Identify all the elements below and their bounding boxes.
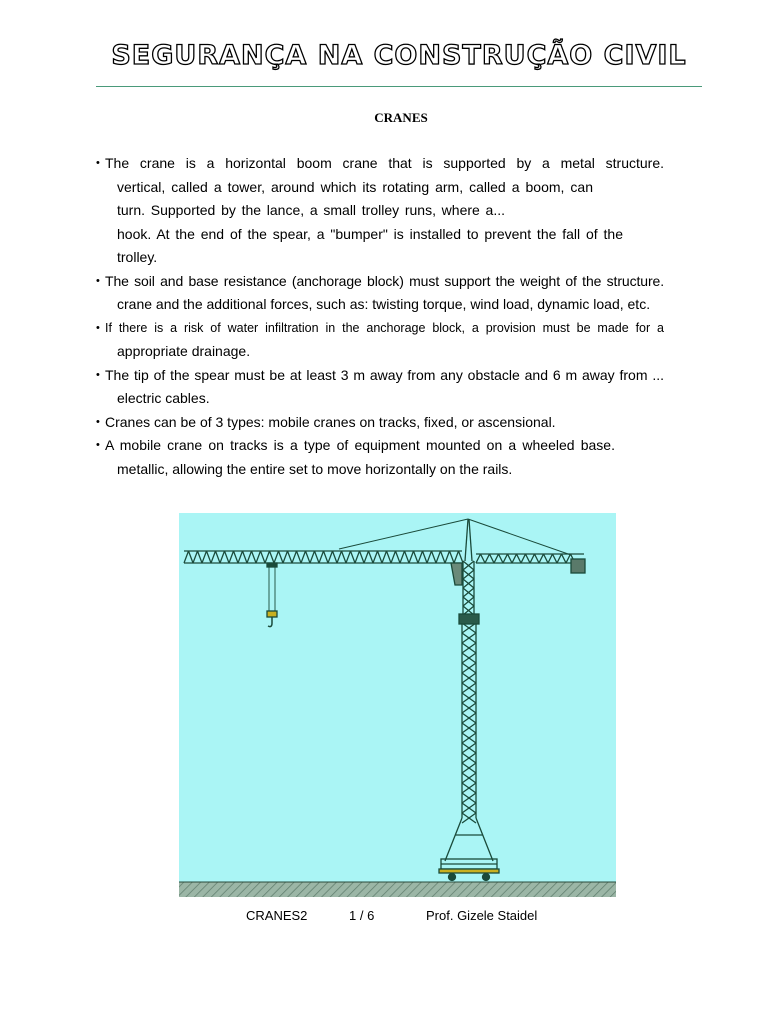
bullet-symbol: • — [96, 415, 100, 428]
bullet-symbol: • — [96, 439, 100, 451]
bullet-line: appropriate drainage. — [117, 343, 251, 359]
bullet-line: hook. At the end of the spear, a "bumper" is installed to prevent the fall of the — [117, 225, 623, 242]
bullet-line: crane and the additional forces, such as: twisting torque, wind load, dynamic load, etc. — [117, 296, 651, 312]
bullet-line: The soil and base resistance (anchorage block) must support the weight of the structure. — [105, 272, 664, 289]
bullet-symbol: • — [96, 321, 100, 334]
footer-author: Prof. Gizele Staidel — [426, 908, 538, 923]
document-header-title: SEGURANÇA NA CONSTRUÇÃO CIVIL — [111, 40, 687, 71]
bullet-item — [96, 270, 664, 317]
bullet-line: A mobile crane on tracks is a type of equipment mounted on a wheeled base. — [105, 437, 615, 453]
bullet-line: trolley. — [117, 249, 158, 265]
tower-crane-illustration — [179, 513, 616, 897]
hook-block — [267, 611, 277, 617]
bullet-line: vertical, called a tower, around which its rotating arm, called a boom, can — [117, 178, 593, 195]
bullet-line: metallic, allowing the entire set to move horizontally on the rails. — [117, 460, 513, 477]
bullet-list — [96, 152, 664, 481]
base-ballast — [439, 869, 499, 873]
footer-page-number: 1 / 6 — [349, 908, 375, 923]
bullet-item — [96, 317, 664, 364]
bullet-item — [96, 434, 664, 481]
bullet-line: electric cables. — [117, 390, 210, 406]
sky-background — [179, 513, 616, 897]
bullet-line: Cranes can be of 3 types: mobile cranes on tracks, fixed, or ascensional. — [105, 413, 556, 430]
wheel-left — [449, 874, 456, 881]
trolley — [267, 563, 277, 567]
bullet-symbol: • — [96, 274, 100, 287]
footer-doc-code: CRANES2 — [246, 908, 308, 923]
bullet-item — [96, 152, 664, 270]
section-title: CRANES — [374, 110, 428, 125]
counterweight — [571, 559, 585, 573]
header-divider — [96, 86, 702, 87]
bullet-item — [96, 411, 664, 435]
bullet-line: If there is a risk of water infiltration in the anchorage block, a provision must be made for a — [105, 320, 664, 335]
tower-crane-drawing — [179, 513, 616, 897]
bullet-symbol: • — [96, 157, 100, 169]
climbing-frame — [459, 614, 479, 624]
bullet-line: The tip of the spear must be at least 3 m away from any obstacle and 6 m away from ... — [105, 366, 664, 383]
bullet-symbol: • — [96, 368, 100, 381]
bullet-line: The crane is a horizontal boom crane that is supported by a metal structure. — [105, 155, 664, 171]
wheel-right — [483, 874, 490, 881]
bullet-item — [96, 364, 664, 411]
ground-hatch — [179, 882, 616, 897]
bullet-line: turn. Supported by the lance, a small trolley runs, where a... — [117, 202, 505, 218]
